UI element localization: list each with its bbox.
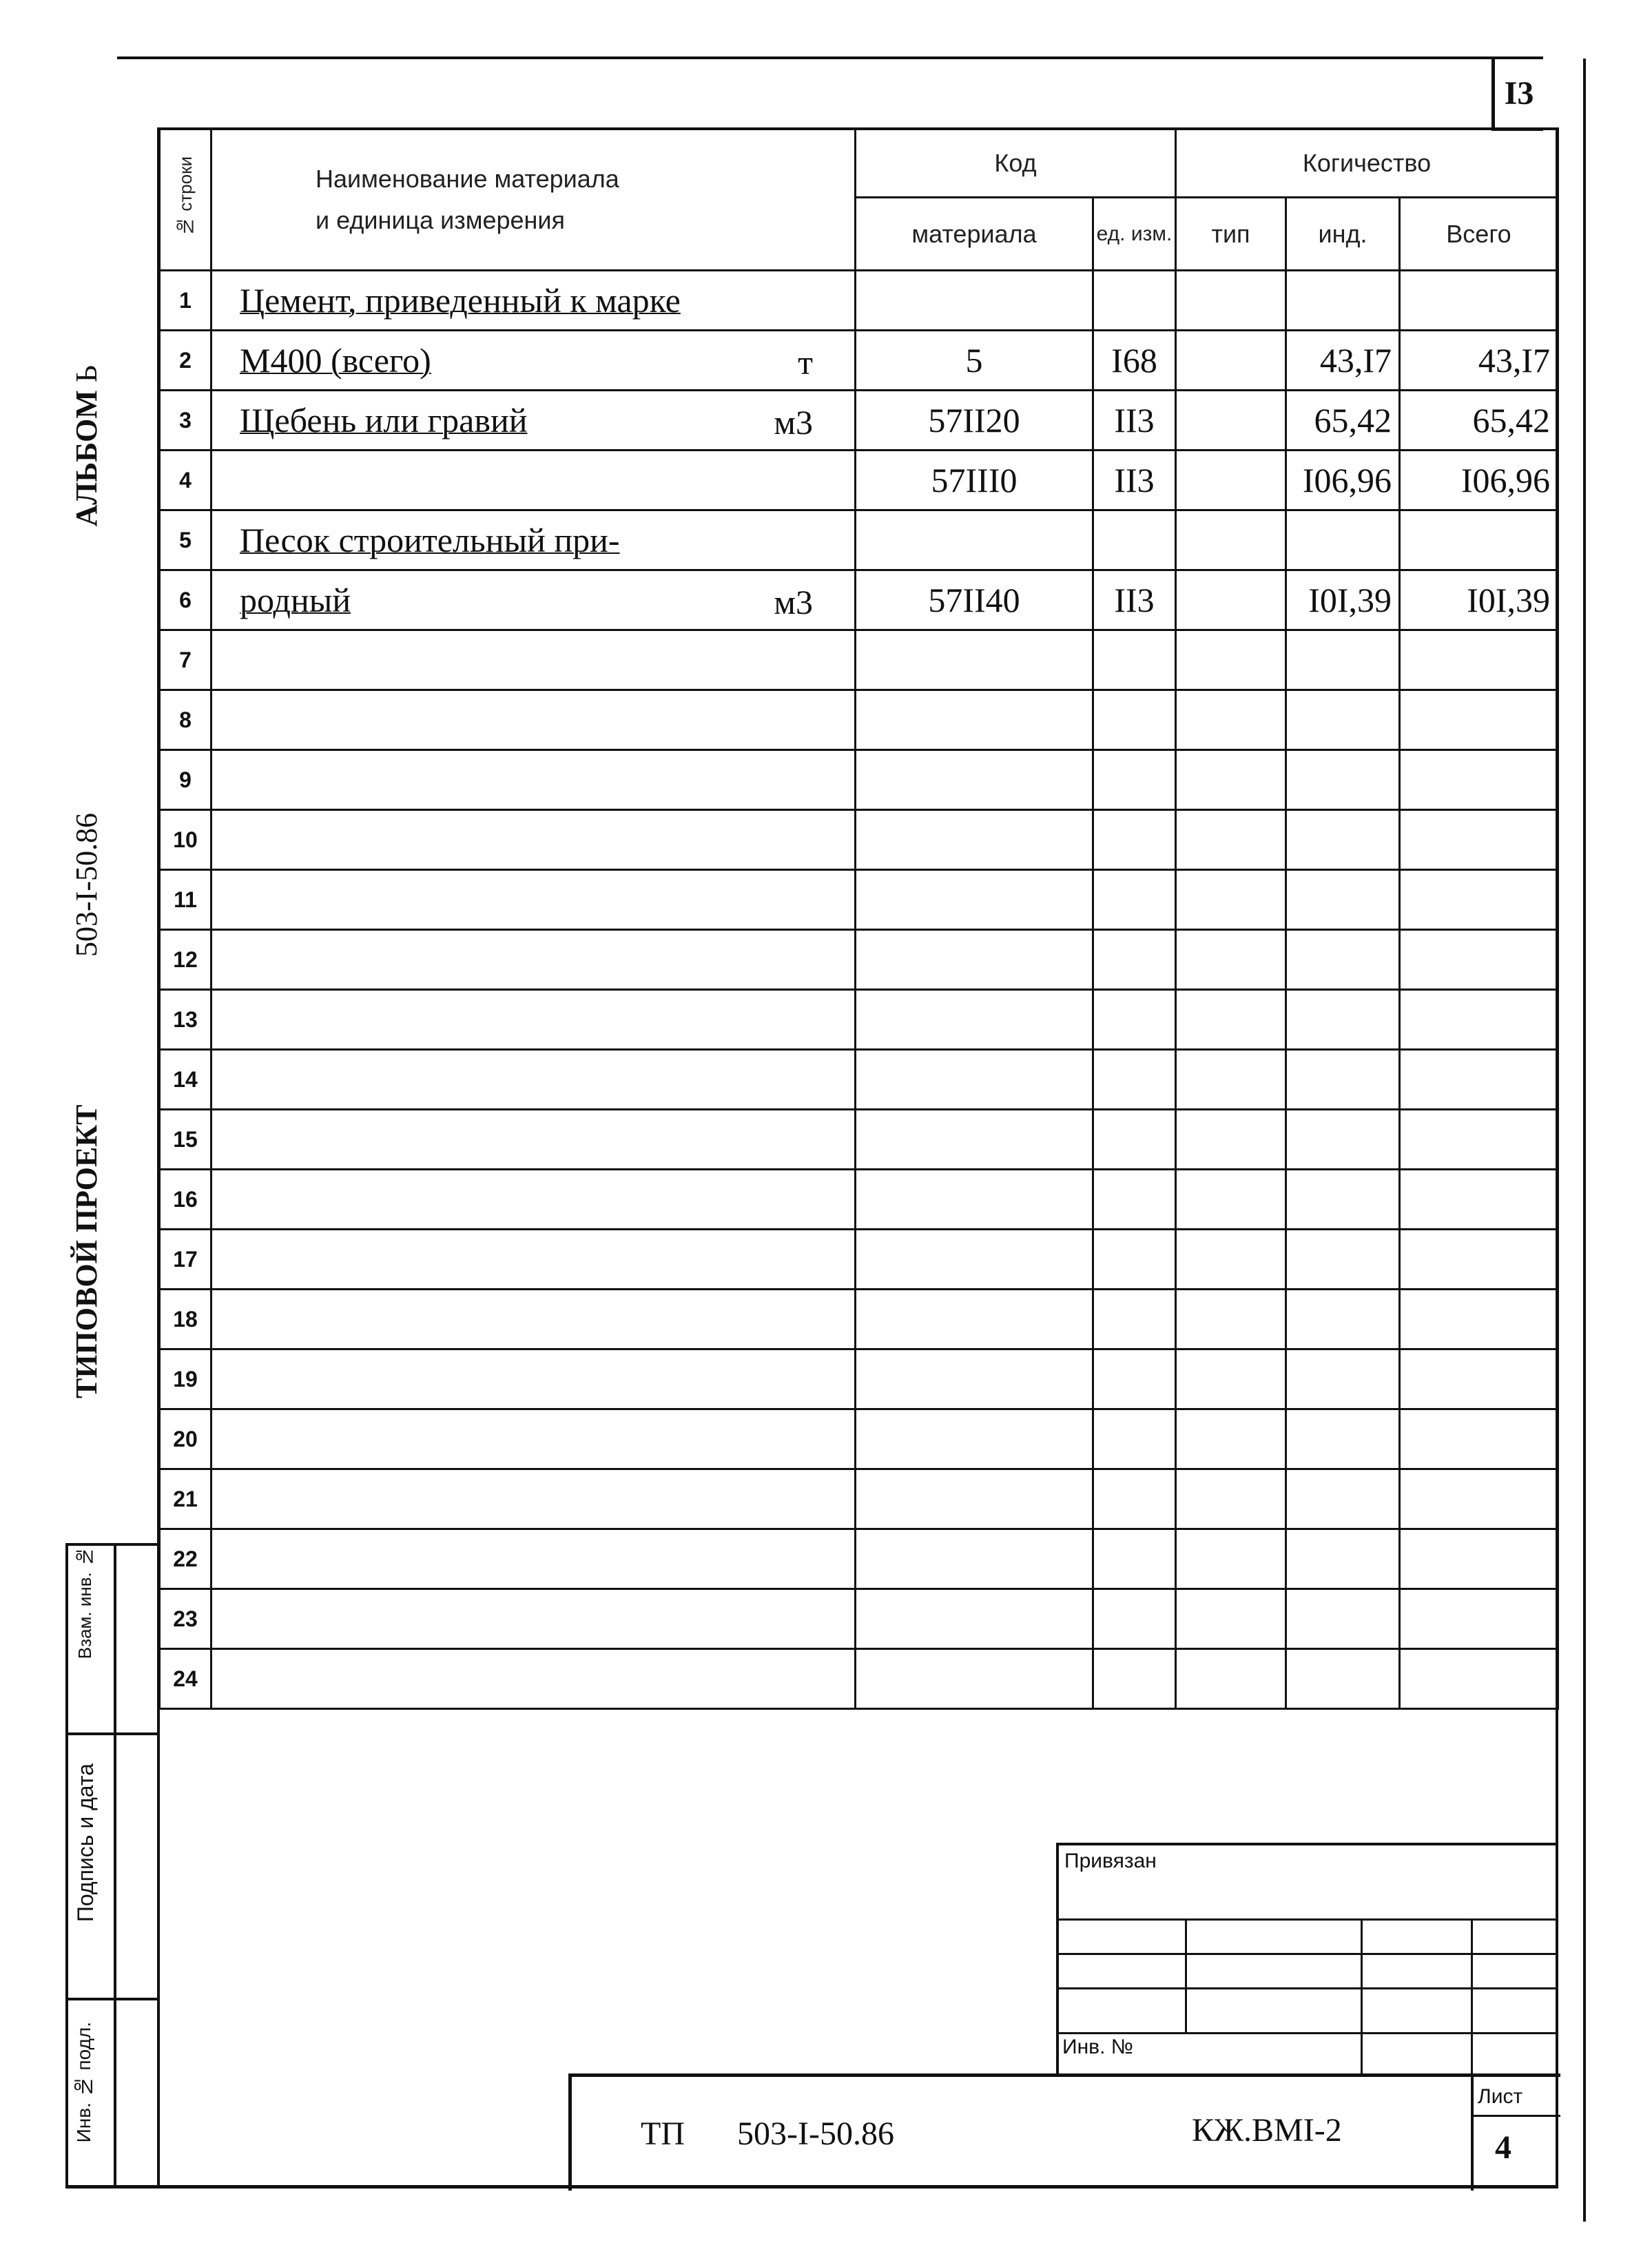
table-row: [160, 1649, 1558, 1709]
row-number: 11: [160, 870, 211, 930]
qty-total: [1400, 510, 1558, 570]
qty-type: [1176, 690, 1286, 750]
table-row: [160, 1110, 1558, 1170]
unit-code: II3: [1093, 570, 1176, 630]
material-name: [211, 391, 856, 451]
qty-total: I0I,39: [1400, 570, 1558, 630]
margin-sep-2: [65, 1732, 160, 1735]
table-row: [160, 1230, 1558, 1290]
material-name: [211, 510, 856, 570]
qty-ind: [1286, 750, 1400, 810]
list-label: Лист: [1478, 2085, 1523, 2108]
material-name: [211, 870, 856, 930]
qty-type: [1176, 1050, 1286, 1110]
table-row: [160, 510, 1558, 570]
qty-total: 65,42: [1400, 391, 1558, 451]
row-number: 13: [160, 990, 211, 1050]
qty-type: [1176, 331, 1286, 391]
material-code: [856, 630, 1093, 690]
material-name-text: М400 (всего): [240, 341, 431, 380]
qty-type: [1176, 1170, 1286, 1230]
material-name: [211, 990, 856, 1050]
material-name-text: родный: [240, 581, 351, 619]
unit-code: [1093, 1589, 1176, 1649]
qty-total: [1400, 1110, 1558, 1170]
stamp-row-3: [1057, 1987, 1557, 1989]
stamp-top: [1057, 1843, 1557, 1845]
table-row: [160, 1529, 1558, 1589]
row-number: 21: [160, 1469, 211, 1529]
qty-type: [1176, 1529, 1286, 1589]
table-row: [160, 630, 1558, 690]
qty-ind: [1286, 990, 1400, 1050]
table-row: [160, 990, 1558, 1050]
frame-right-outer: [1583, 59, 1586, 2222]
qty-ind: [1286, 870, 1400, 930]
header-qty-total: Всего: [1400, 198, 1558, 271]
material-code: 5: [856, 331, 1093, 391]
sign-date-label: Подпись и дата: [73, 1763, 98, 1923]
stamp-col-2: [1361, 1918, 1363, 2073]
unit-code: [1093, 1469, 1176, 1529]
material-code: [856, 930, 1093, 990]
materials-table: [158, 127, 1559, 1710]
qty-ind: I0I,39: [1286, 570, 1400, 630]
unit-code: [1093, 1170, 1176, 1230]
unit-code: [1093, 1290, 1176, 1349]
qty-total: [1400, 1529, 1558, 1589]
unit-code: [1093, 990, 1176, 1050]
qty-type: [1176, 870, 1286, 930]
material-name: [211, 331, 856, 391]
qty-ind: [1286, 1589, 1400, 1649]
row-number: 10: [160, 810, 211, 870]
qty-total: [1400, 870, 1558, 930]
unit-code: [1093, 870, 1176, 930]
qty-type: [1176, 570, 1286, 630]
qty-type: [1176, 1290, 1286, 1349]
qty-type: [1176, 750, 1286, 810]
material-code: [856, 990, 1093, 1050]
title-block: [568, 2073, 1560, 2191]
qty-type: [1176, 391, 1286, 451]
material-code: [856, 1290, 1093, 1349]
unit-code: [1093, 510, 1176, 570]
material-name: [211, 810, 856, 870]
stamp-row-2: [1057, 1953, 1557, 1955]
row-number: 20: [160, 1409, 211, 1469]
project-number-vertical: 503-I-50.86: [70, 813, 103, 957]
row-number: 17: [160, 1230, 211, 1290]
tp-label: ТП: [641, 2115, 685, 2152]
material-name: [211, 1469, 856, 1529]
qty-ind: [1286, 1170, 1400, 1230]
margin-left-outer: [65, 1543, 68, 2187]
row-number: 5: [160, 510, 211, 570]
qty-ind: [1286, 1110, 1400, 1170]
row-number: 23: [160, 1589, 211, 1649]
material-unit: т: [798, 343, 813, 382]
table-row: [160, 1290, 1558, 1349]
material-name: [211, 1649, 856, 1709]
table-row: [160, 1589, 1558, 1649]
qty-type: [1176, 990, 1286, 1050]
material-unit: м3: [774, 403, 813, 442]
row-number: 8: [160, 690, 211, 750]
material-name: [211, 271, 856, 331]
table-row: [160, 570, 1558, 630]
row-number: 6: [160, 570, 211, 630]
row-number: 16: [160, 1170, 211, 1230]
inv-no-label: Инв. №: [1062, 2036, 1133, 2058]
material-name: [211, 1230, 856, 1290]
row-number: 18: [160, 1290, 211, 1349]
header-qty-type: тип: [1176, 198, 1286, 271]
table-row: [160, 810, 1558, 870]
material-code: [856, 690, 1093, 750]
material-code: [856, 1349, 1093, 1409]
material-name: [211, 630, 856, 690]
stamp-row-4: [1057, 2032, 1557, 2034]
unit-code: [1093, 690, 1176, 750]
qty-ind: 43,I7: [1286, 331, 1400, 391]
material-name: [211, 930, 856, 990]
material-name: [211, 690, 856, 750]
table-row: [160, 1469, 1558, 1529]
table-row: [160, 750, 1558, 810]
table-row: [160, 1409, 1558, 1469]
header-qty-group: Когичество: [1176, 129, 1558, 198]
vzam-inv-label: Взам. инв. №: [74, 1546, 95, 1659]
qty-ind: [1286, 930, 1400, 990]
material-name: [211, 1050, 856, 1110]
unit-code: II3: [1093, 391, 1176, 451]
qty-type: [1176, 451, 1286, 510]
row-number: 4: [160, 451, 211, 510]
qty-total: [1400, 990, 1558, 1050]
material-code: [856, 1170, 1093, 1230]
sheet-number: I3: [1491, 59, 1543, 131]
header-qty-ind: инд.: [1286, 198, 1400, 271]
row-number: 12: [160, 930, 211, 990]
qty-ind: [1286, 1409, 1400, 1469]
title-project-number: 503-I-50.86: [737, 2115, 894, 2152]
qty-type: [1176, 930, 1286, 990]
unit-code: [1093, 930, 1176, 990]
unit-code: [1093, 1529, 1176, 1589]
qty-total: [1400, 1649, 1558, 1709]
row-number: 3: [160, 391, 211, 451]
qty-ind: [1286, 630, 1400, 690]
qty-ind: I06,96: [1286, 451, 1400, 510]
row-number: 19: [160, 1349, 211, 1409]
unit-code: [1093, 1409, 1176, 1469]
margin-sep-3: [65, 1998, 160, 2000]
material-name: [211, 1110, 856, 1170]
table-row: [160, 391, 1558, 451]
qty-total: [1400, 1230, 1558, 1290]
margin-left-inner: [114, 1543, 116, 2187]
row-number: 9: [160, 750, 211, 810]
qty-total: [1400, 1589, 1558, 1649]
material-name: [211, 1290, 856, 1349]
qty-type: [1176, 1110, 1286, 1170]
material-name-text: Щебень или гравий: [240, 401, 528, 439]
qty-total: [1400, 1469, 1558, 1529]
stamp-left: [1056, 1843, 1059, 2077]
material-code: 57III0: [856, 451, 1093, 510]
table-row: [160, 870, 1558, 930]
qty-total: 43,I7: [1400, 331, 1558, 391]
unit-code: [1093, 630, 1176, 690]
list-number: 4: [1495, 2129, 1511, 2166]
material-name-text: Цемент, приведенный к марке: [240, 281, 681, 320]
unit-code: I68: [1093, 331, 1176, 391]
qty-total: [1400, 1170, 1558, 1230]
material-code: [856, 1110, 1093, 1170]
qty-ind: [1286, 1649, 1400, 1709]
qty-total: [1400, 1290, 1558, 1349]
unit-code: [1093, 1110, 1176, 1170]
doc-code: КЖ.ВМI-2: [1192, 2112, 1342, 2149]
qty-ind: [1286, 271, 1400, 331]
qty-total: [1400, 1409, 1558, 1469]
table-row: [160, 271, 1558, 331]
title-list-hline: [1471, 2115, 1560, 2117]
qty-type: [1176, 510, 1286, 570]
material-code: 57II20: [856, 391, 1093, 451]
title-list-divider: [1471, 2077, 1474, 2191]
material-code: [856, 271, 1093, 331]
row-number: 15: [160, 1110, 211, 1170]
margin-sep-1: [65, 1543, 160, 1546]
material-name: [211, 1170, 856, 1230]
qty-ind: [1286, 1230, 1400, 1290]
qty-type: [1176, 1649, 1286, 1709]
stamp-col-1: [1185, 1918, 1187, 2032]
qty-ind: [1286, 1290, 1400, 1349]
qty-total: [1400, 930, 1558, 990]
qty-type: [1176, 1589, 1286, 1649]
stamp-row-1: [1057, 1918, 1557, 1921]
qty-total: [1400, 1349, 1558, 1409]
qty-type: [1176, 810, 1286, 870]
header-code-group: Код: [856, 129, 1176, 198]
material-code: [856, 1409, 1093, 1469]
material-code: [856, 1050, 1093, 1110]
row-number: 24: [160, 1649, 211, 1709]
unit-code: [1093, 271, 1176, 331]
material-code: [856, 810, 1093, 870]
row-number: 14: [160, 1050, 211, 1110]
unit-code: [1093, 810, 1176, 870]
material-code: [856, 1529, 1093, 1589]
table-row: [160, 1170, 1558, 1230]
qty-type: [1176, 630, 1286, 690]
material-code: [856, 1469, 1093, 1529]
material-name: [211, 451, 856, 510]
qty-ind: [1286, 690, 1400, 750]
unit-code: [1093, 750, 1176, 810]
qty-ind: [1286, 1349, 1400, 1409]
row-number: 2: [160, 331, 211, 391]
unit-code: [1093, 1050, 1176, 1110]
unit-code: II3: [1093, 451, 1176, 510]
row-number: 7: [160, 630, 211, 690]
header-row-number: № строки: [160, 129, 211, 271]
material-name: [211, 1589, 856, 1649]
qty-total: [1400, 750, 1558, 810]
project-label: ТИПОВОЙ ПРОЕКТ: [70, 1104, 103, 1398]
qty-ind: [1286, 1469, 1400, 1529]
material-name: [211, 1349, 856, 1409]
stamp-col-3: [1471, 1918, 1473, 2073]
material-code: 57II40: [856, 570, 1093, 630]
qty-total: [1400, 810, 1558, 870]
privyazan-label: Привязан: [1064, 1850, 1157, 1872]
material-name: [211, 750, 856, 810]
qty-type: [1176, 1230, 1286, 1290]
table-row: [160, 451, 1558, 510]
material-code: [856, 1230, 1093, 1290]
material-name: [211, 1529, 856, 1589]
table-row: [160, 331, 1558, 391]
qty-ind: [1286, 810, 1400, 870]
unit-code: [1093, 1649, 1176, 1709]
material-code: [856, 750, 1093, 810]
qty-total: [1400, 690, 1558, 750]
material-name-text: Песок строительный при-: [240, 521, 620, 559]
header-code-material: материала: [856, 198, 1093, 271]
qty-total: [1400, 1050, 1558, 1110]
table-row: [160, 1050, 1558, 1110]
qty-type: [1176, 271, 1286, 331]
material-unit: м3: [774, 583, 813, 621]
unit-code: [1093, 1230, 1176, 1290]
album-label: АЛЬБОМ Ь: [70, 365, 103, 527]
header-name: Наименование материала и единица измерения: [211, 129, 856, 271]
qty-ind: 65,42: [1286, 391, 1400, 451]
qty-total: [1400, 271, 1558, 331]
table-row: [160, 930, 1558, 990]
material-code: [856, 1589, 1093, 1649]
material-name: [211, 570, 856, 630]
row-number: 22: [160, 1529, 211, 1589]
qty-total: I06,96: [1400, 451, 1558, 510]
qty-type: [1176, 1469, 1286, 1529]
material-code: [856, 510, 1093, 570]
row-number: 1: [160, 271, 211, 331]
qty-ind: [1286, 1050, 1400, 1110]
qty-type: [1176, 1349, 1286, 1409]
qty-ind: [1286, 510, 1400, 570]
table-row: [160, 1349, 1558, 1409]
table-row: [160, 690, 1558, 750]
material-code: [856, 870, 1093, 930]
inv-podl-label: Инв. № подл.: [73, 2022, 94, 2143]
top-rule: [117, 56, 1543, 59]
qty-type: [1176, 1409, 1286, 1469]
qty-total: [1400, 630, 1558, 690]
unit-code: [1093, 1349, 1176, 1409]
material-name: [211, 1409, 856, 1469]
qty-ind: [1286, 1529, 1400, 1589]
material-code: [856, 1649, 1093, 1709]
header-code-unit: ед. изм.: [1093, 198, 1176, 271]
